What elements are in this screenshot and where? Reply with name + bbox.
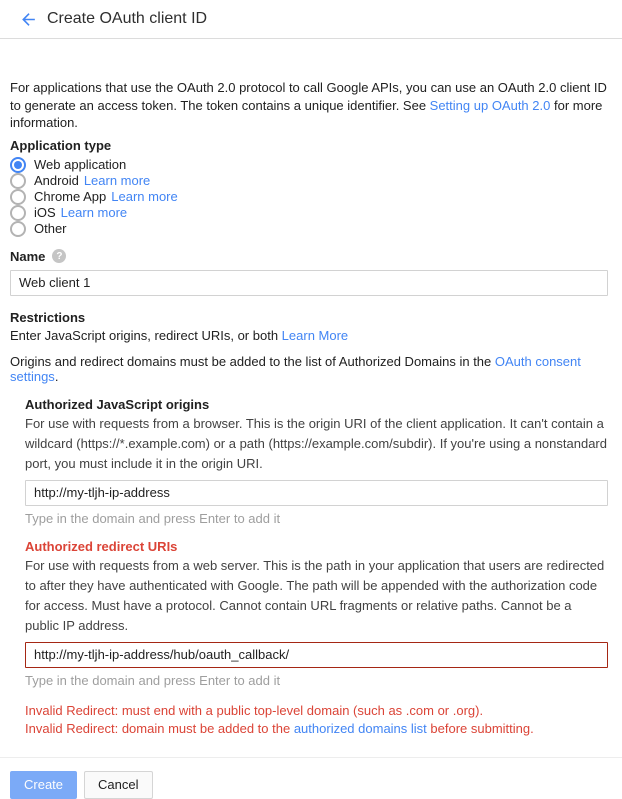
redirect-uris-helper-text: Type in the domain and press Enter to add it bbox=[25, 672, 281, 688]
js-origins-input[interactable] bbox=[25, 480, 608, 506]
error-line-2-after: before submitting. bbox=[426, 720, 534, 736]
radio-option-web-application[interactable] bbox=[10, 157, 608, 173]
js-origins-helper-text: Type in the domain and press Enter to add it bbox=[25, 510, 281, 526]
application-type-options bbox=[10, 157, 608, 237]
error-line-2-text: Invalid Redirect: domain must be added to the bbox=[25, 720, 294, 736]
intro-text: For applications that use the OAuth 2.0 protocol to call Google APIs, you can use an OAuth 2.0 client ID to generate an access token. The token contains a unique identifier. See bbox=[10, 80, 607, 113]
validation-errors bbox=[25, 702, 608, 738]
restrictions-line1 bbox=[10, 328, 608, 343]
error-line-1: Invalid Redirect: must end with a public top-level domain (such as .com or .org). bbox=[25, 702, 484, 718]
error-line-2 bbox=[25, 720, 608, 738]
cancel-button[interactable]: Cancel bbox=[84, 771, 152, 799]
radio-unselected-icon bbox=[10, 189, 26, 205]
radio-label: Web application bbox=[34, 157, 127, 172]
name-label: Name bbox=[10, 248, 46, 264]
radio-label: Chrome App bbox=[34, 189, 107, 204]
restrictions-line2-text: Origins and redirect domains must be added to the list of Authorized Domains in the bbox=[10, 353, 495, 369]
radio-option-ios[interactable] bbox=[10, 205, 608, 221]
radio-option-other[interactable] bbox=[10, 221, 608, 237]
create-button[interactable]: Create bbox=[10, 771, 77, 799]
main-content bbox=[0, 79, 622, 738]
restrictions-line2-after: . bbox=[54, 368, 59, 384]
restrictions-section bbox=[10, 310, 608, 384]
radio-label: iOS bbox=[34, 205, 56, 220]
radio-option-android[interactable] bbox=[10, 173, 608, 189]
redirect-uris-title: Authorized redirect URIs bbox=[25, 538, 178, 554]
back-arrow-icon[interactable] bbox=[18, 9, 38, 29]
intro-text-after: for more information. bbox=[10, 97, 603, 130]
redirect-uris-description: For use with requests from a web server. This is the path in your application that users are redirected to after they have authenticated with Google. The path will be appended with the authorization code for access. Must have a protocol. Cannot contain URL fragments or relative paths. Cannot be a public IP address. bbox=[25, 557, 605, 633]
authorized-js-origins-section bbox=[25, 397, 608, 526]
name-input[interactable] bbox=[10, 270, 608, 296]
authorized-redirect-uris-section bbox=[25, 539, 608, 688]
name-section bbox=[10, 249, 608, 296]
help-icon[interactable]: ? bbox=[52, 249, 66, 263]
restrictions-line1-text: Enter JavaScript origins, redirect URIs, or both bbox=[10, 327, 282, 343]
learn-more-link-ios[interactable]: Learn more bbox=[60, 205, 128, 220]
page-header bbox=[0, 0, 622, 39]
js-origins-description: For use with requests from a browser. This is the origin URI of the client application. It can't contain a wildcard (https://*.example.com) or a path (https://example.com/subdir). If you're using a nonstandard port, you must include it in the origin URI. bbox=[25, 415, 607, 471]
restrictions-title: Restrictions bbox=[10, 309, 86, 325]
radio-unselected-icon bbox=[10, 173, 26, 189]
authorized-domains-list-link[interactable]: authorized domains list bbox=[293, 720, 427, 736]
radio-label: Android bbox=[34, 173, 79, 188]
learn-more-link-android[interactable]: Learn more bbox=[83, 173, 151, 188]
intro-paragraph bbox=[10, 79, 608, 132]
learn-more-link-chrome-app[interactable]: Learn more bbox=[111, 189, 178, 204]
radio-unselected-icon bbox=[10, 221, 26, 237]
radio-selected-icon bbox=[10, 157, 26, 173]
page-title: Create OAuth client ID bbox=[47, 10, 208, 27]
setting-up-oauth-link[interactable]: Setting up OAuth 2.0 bbox=[429, 97, 551, 113]
application-type-label: Application type bbox=[10, 137, 112, 153]
oauth-consent-settings-link[interactable]: OAuth consent settings bbox=[10, 353, 581, 384]
js-origins-title: Authorized JavaScript origins bbox=[25, 396, 210, 412]
radio-label: Other bbox=[34, 221, 67, 236]
action-buttons bbox=[0, 758, 622, 799]
radio-option-chrome-app[interactable] bbox=[10, 189, 608, 205]
application-type-section bbox=[10, 138, 608, 237]
restrictions-line2 bbox=[10, 354, 608, 384]
redirect-uris-input[interactable] bbox=[25, 642, 608, 668]
learn-more-link-restrictions[interactable]: Learn More bbox=[281, 327, 349, 343]
radio-unselected-icon bbox=[10, 205, 26, 221]
